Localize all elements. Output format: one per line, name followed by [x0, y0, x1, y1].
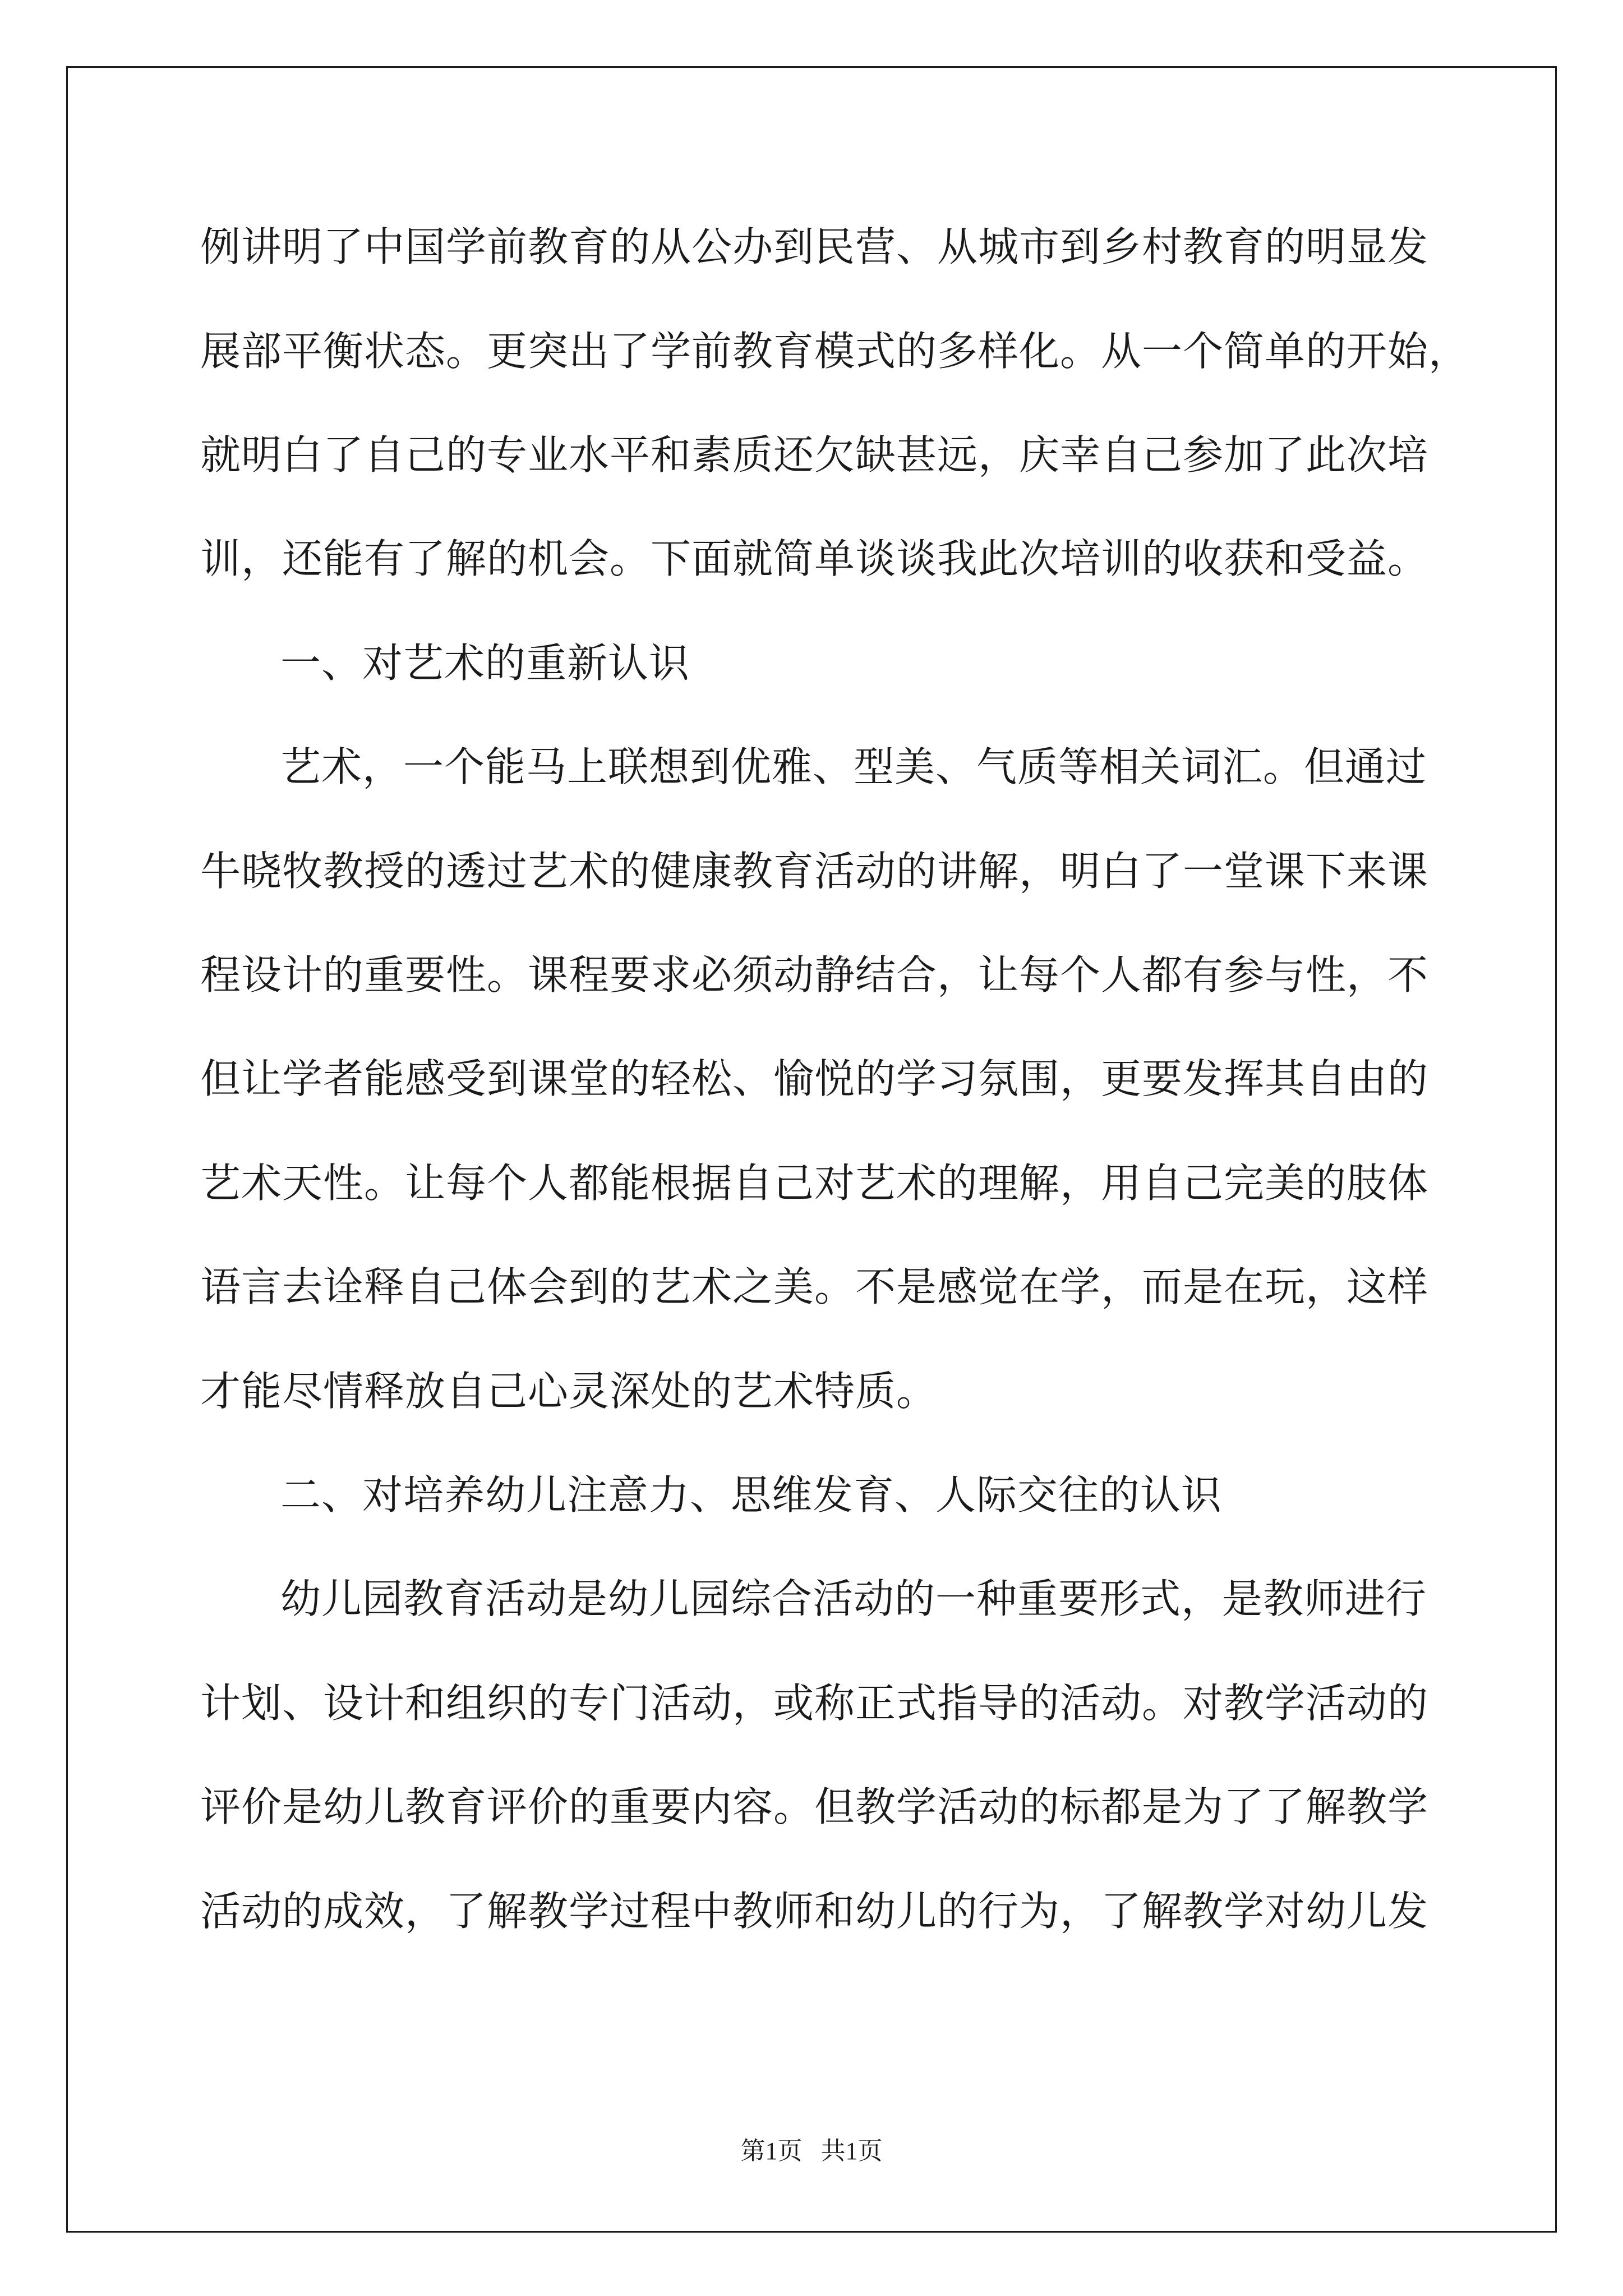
text-line: 评价是幼儿教育评价的重要内容。但教学活动的标都是为了了解教学: [200, 1783, 1429, 1830]
text-line: 但让学者能感受到课堂的轻松、愉悦的学习氛围，更要发挥其自由的: [200, 1055, 1429, 1102]
page-footer: 第1页 共1页: [740, 2137, 883, 2165]
text-line: 幼儿园教育活动是幼儿园综合活动的一种重要形式，是教师进行: [280, 1575, 1427, 1622]
text-line: 牛晓牧教授的透过艺术的健康教育活动的讲解，明白了一堂课下来课: [200, 848, 1429, 895]
section-heading: 一、对艺术的重新认识: [280, 639, 690, 687]
text-line: 语言去诠释自己体会到的艺术之美。不是感觉在学，而是在玩，这样: [200, 1263, 1429, 1310]
text-line: 艺术，一个能马上联想到优雅、型美、气质等相关词汇。但通过: [280, 743, 1427, 790]
section-heading: 二、对培养幼儿注意力、思维发育、人际交往的认识: [280, 1471, 1223, 1519]
text-line: 才能尽情释放自己心灵深处的艺术特质。: [200, 1368, 938, 1415]
text-line: 训，还能有了解的机会。下面就简单谈谈我此次培训的收获和受益。: [200, 535, 1429, 582]
text-line: 程设计的重要性。课程要求必须动静结合，让每个人都有参与性，不: [200, 951, 1429, 999]
text-line: 活动的成效，了解教学过程中教师和幼儿的行为，了解教学对幼儿发: [200, 1888, 1429, 1935]
text-line: 例讲明了中国学前教育的从公办到民营、从城市到乡村教育的明显发: [200, 223, 1429, 270]
text-line: 就明白了自己的专业水平和素质还欠缺甚远，庆幸自己参加了此次培: [200, 431, 1429, 478]
text-line: 计划、设计和组织的专门活动，或称正式指导的活动。对教学活动的: [200, 1680, 1429, 1727]
text-line: 展部平衡状态。更突出了学前教育模式的多样化。从一个简单的开始，: [200, 328, 1470, 375]
text-line: 艺术天性。让每个人都能根据自己对艺术的理解，用自己完美的肢体: [200, 1159, 1429, 1207]
